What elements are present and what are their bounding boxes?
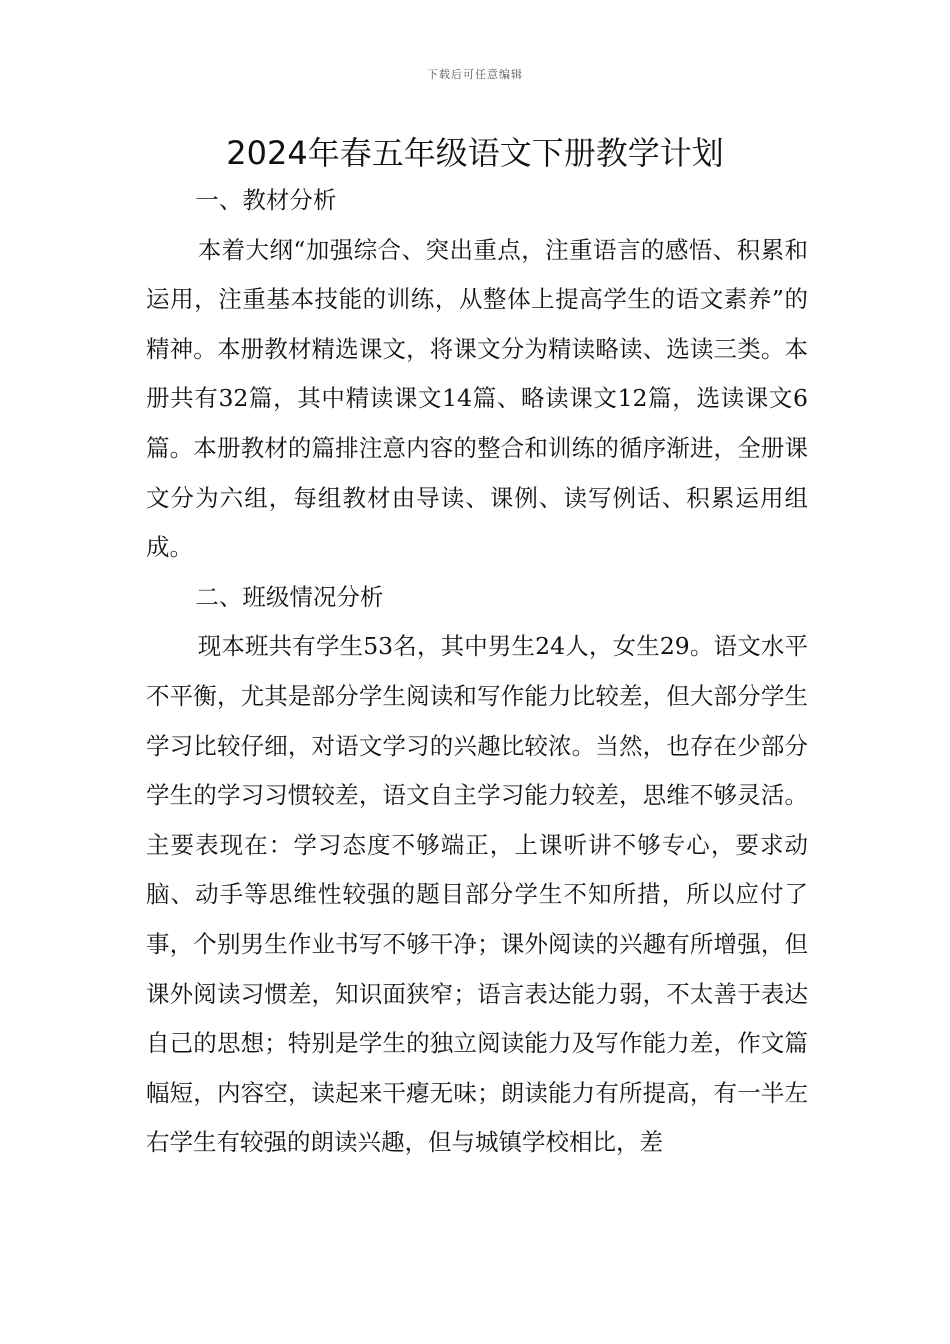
- section-paragraph-class-analysis: 现本班共有学生53名，其中男生24人，女生29。语文水平不平衡，尤其是部分学生阅读和写作能力比较差，但大部分学生学习比较仔细，对语文学习的兴趣比较浓。当然，也存在少部分学生的学习习惯较差，语文自主学习能力较差，思维不够灵活。主要表现在：学习态度不够端正，上课听讲不够专心，要求动脑、动手等思维性较强的题目部分学生不知所措，所以应付了事，个别男生作业书写不够干净；课外阅读的兴趣有所增强，但课外阅读习惯差，知识面狭窄；语言表达能力弱，不太善于表达自己的思想；特别是学生的独立阅读能力及写作能力差，作文篇幅短，内容空，读起来干瘪无味；朗读能力有所提高，有一半左右学生有较强的朗读兴趣，但与城镇学校相比，差: [146, 632, 808, 1157]
- section-heading-textbook-analysis: 一、教材分析: [195, 186, 337, 214]
- document-title: 2024年春五年级语文下册教学计划: [226, 134, 724, 172]
- page-header-note: 下载后可任意编辑: [427, 68, 523, 81]
- section-paragraph-textbook-analysis: 本着大纲“加强综合、突出重点，注重语言的感悟、积累和运用，注重基本技能的训练，从整体上提高学生的语文素养”的精神。本册教材精选课文，将课文分为精读略读、选读三类。本册共有32篇，其中精读课文14篇、略读课文12篇，选读课文6篇。本册教材的篇排注意内容的整合和训练的循序渐进，全册课文分为六组，每组教材由导读、课例、读写例话、积累运用组成。: [146, 235, 808, 562]
- section-heading-class-analysis: 二、班级情况分析: [195, 582, 384, 611]
- document-body: [146, 176, 808, 1168]
